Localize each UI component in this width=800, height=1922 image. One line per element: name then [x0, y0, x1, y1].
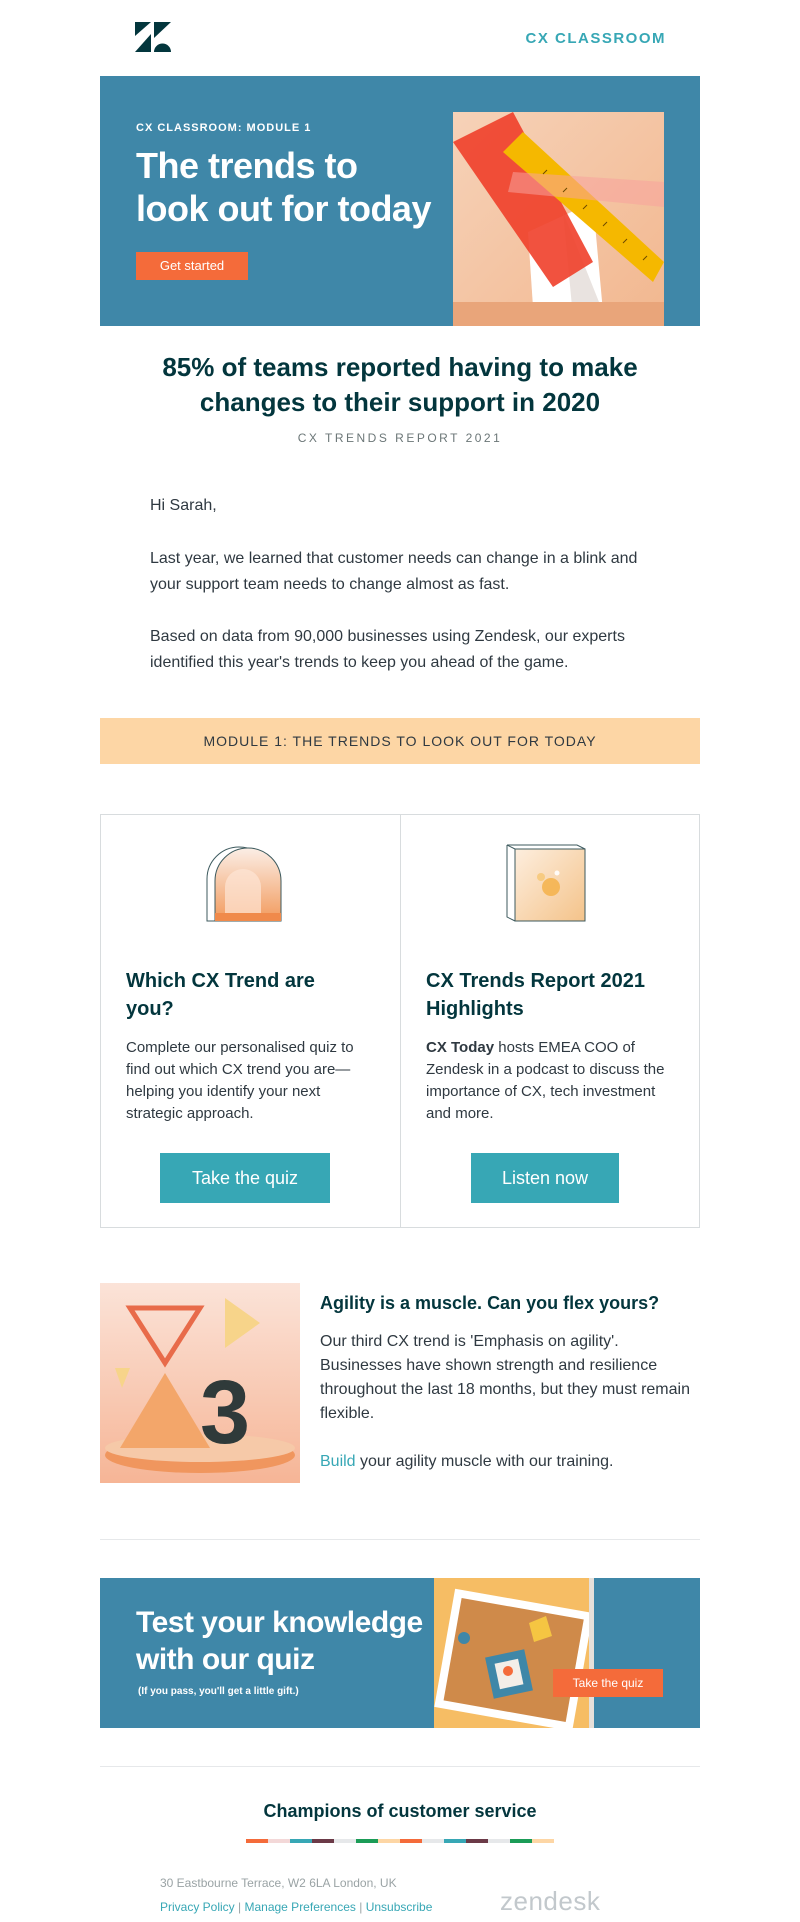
cx-classroom-link[interactable]: CX CLASSROOM [525, 30, 666, 47]
stripe-segment [378, 1839, 400, 1843]
link-separator: | [234, 1900, 245, 1914]
report-card-text-body: hosts EMEA COO of Zendesk in a podcast to discuss the importance of CX, tech investment and more. [426, 1039, 665, 1122]
agility-text: Our third CX trend is 'Emphasis on agility'. Businesses have shown strength and resilience throughout the last 18 months, but they must remain flexible. [320, 1333, 690, 1422]
divider [100, 1766, 700, 1767]
stripe-segment [334, 1839, 356, 1843]
stripe-segment [444, 1839, 466, 1843]
unsubscribe-link[interactable]: Unsubscribe [365, 1900, 433, 1914]
zendesk-wordmark-logo[interactable]: zendesk [500, 1886, 601, 1916]
color-stripe [246, 1839, 554, 1843]
stripe-segment [400, 1839, 422, 1843]
arch-icon [203, 843, 285, 925]
stat-source: CX TRENDS REPORT 2021 [297, 431, 503, 445]
footer-links [160, 1900, 432, 1914]
link-separator: | [355, 1900, 366, 1914]
stripe-segment [312, 1839, 334, 1843]
privacy-policy-link[interactable]: Privacy Policy [160, 1900, 235, 1914]
agility-cta [320, 1450, 613, 1474]
intro-paragraph-1: Last year, we learned that customer needs can change in a blink and your support team needs to change almost as fast. [150, 550, 638, 593]
stripe-segment [422, 1839, 444, 1843]
svg-text:3: 3 [200, 1363, 251, 1463]
corkboard-image [434, 1578, 594, 1728]
stripe-segment [510, 1839, 532, 1843]
module-bar: MODULE 1: THE TRENDS TO LOOK OUT FOR TODAY [100, 718, 700, 764]
stat-headline: 85% of teams reported having to make changes to their support in 2020 [162, 352, 638, 417]
quiz-card-text: Complete our personalised quiz to find out which CX trend you are—helping you identify your next strategic approach. [126, 1039, 354, 1122]
quiz-card [101, 815, 400, 1227]
quiz-banner-button[interactable]: Take the quiz [553, 1669, 663, 1697]
stripe-segment [532, 1839, 554, 1843]
agility-image [100, 1283, 300, 1483]
agility-title: Agility is a muscle. Can you flex yours? [320, 1293, 660, 1313]
stripe-segment [246, 1839, 268, 1843]
hero-banner [100, 76, 700, 326]
report-card [401, 815, 699, 1227]
greeting-text: Hi Sarah, [150, 497, 217, 514]
cube-icon [505, 843, 587, 925]
manage-preferences-link[interactable]: Manage Preferences [244, 1900, 356, 1914]
quiz-banner-title: Test your knowledge with our quiz [136, 1606, 423, 1676]
stripe-segment [356, 1839, 378, 1843]
cards-section [100, 814, 700, 1228]
footer-tagline: Champions of customer service [263, 1801, 537, 1821]
zendesk-logo-icon[interactable] [135, 22, 171, 52]
report-card-text [426, 1037, 671, 1125]
stripe-segment [488, 1839, 510, 1843]
hero-rulers-image [453, 112, 664, 326]
get-started-button[interactable]: Get started [136, 252, 248, 280]
stripe-segment [290, 1839, 312, 1843]
footer-address: 30 Eastbourne Terrace, W2 6LA London, UK [160, 1876, 397, 1890]
quiz-banner [100, 1578, 700, 1728]
stripe-segment [268, 1839, 290, 1843]
stripe-segment [466, 1839, 488, 1843]
build-link[interactable]: Build [320, 1453, 356, 1470]
intro-paragraph-2: Based on data from 90,000 businesses using Zendesk, our experts identified this year's trends to keep you ahead of the game. [150, 628, 625, 671]
hero-kicker: CX CLASSROOM: MODULE 1 [136, 122, 312, 134]
quiz-banner-subtitle: (If you pass, you'll get a little gift.) [138, 1686, 299, 1697]
cx-today-label: CX Today [426, 1039, 495, 1056]
hero-title: The trends to look out for today [136, 145, 431, 229]
listen-now-button[interactable]: Listen now [471, 1153, 619, 1203]
divider [100, 1539, 700, 1540]
report-card-title: CX Trends Report 2021 Highlights [426, 970, 645, 1020]
agility-cta-text: your agility muscle with our training. [355, 1453, 614, 1470]
quiz-card-title: Which CX Trend are you? [126, 970, 315, 1020]
take-the-quiz-button[interactable]: Take the quiz [160, 1153, 330, 1203]
